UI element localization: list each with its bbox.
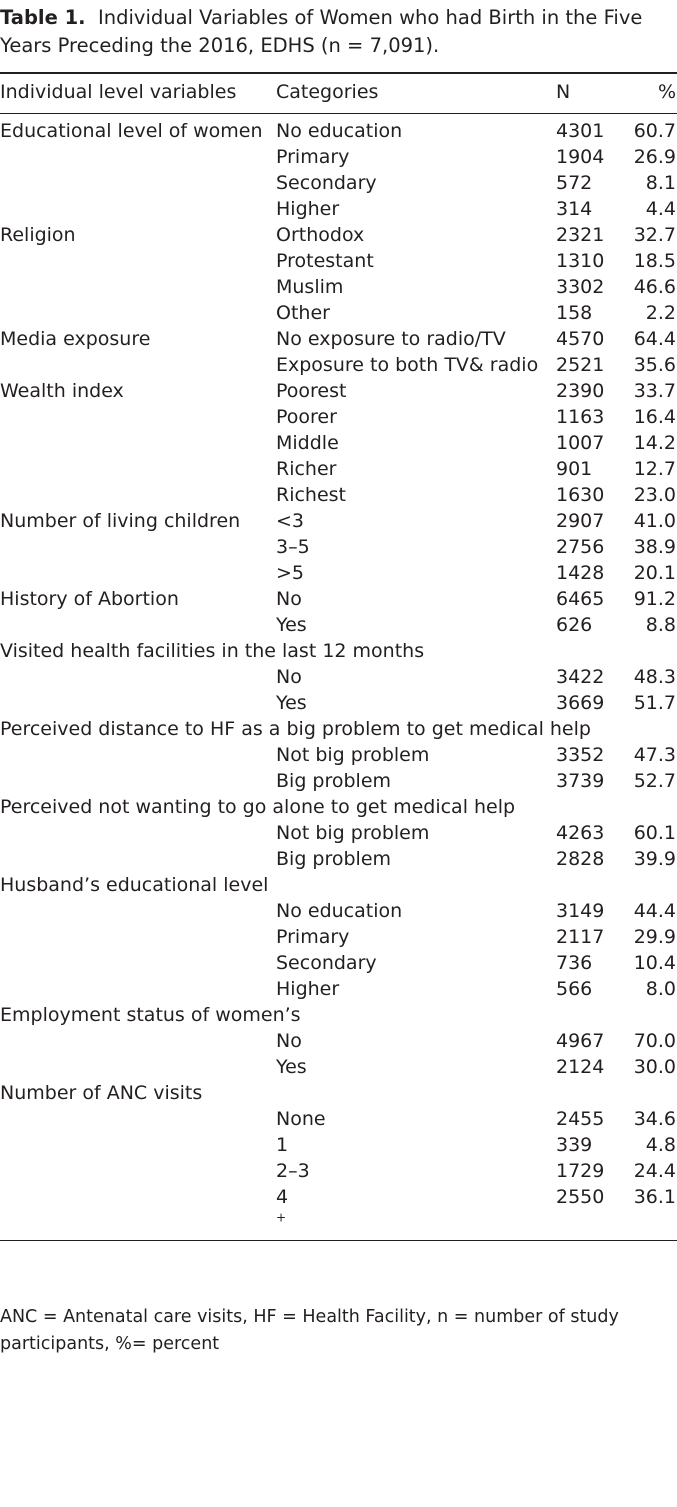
variable-label: Number of ANC visits xyxy=(0,1082,203,1104)
count-value: 3302 xyxy=(556,276,605,298)
category-label: Middle xyxy=(276,432,339,454)
category-label: >5 xyxy=(276,562,305,584)
count-value: 4301 xyxy=(556,120,605,142)
percent-value: 24.4 xyxy=(633,1160,676,1182)
category-label: Poorer xyxy=(276,406,337,428)
count-value: 566 xyxy=(556,978,593,1000)
count-value: 4263 xyxy=(556,822,605,844)
table-row xyxy=(0,404,677,430)
category-label: Exposure to both TV& radio xyxy=(276,354,539,376)
category-label: Muslim xyxy=(276,276,344,298)
category-label: No education xyxy=(276,900,403,922)
category-label: Higher xyxy=(276,978,340,1000)
category-label: Not big problem xyxy=(276,744,430,766)
category-label: Primary xyxy=(276,926,350,948)
category-label: Yes xyxy=(276,692,307,714)
count-value: 1428 xyxy=(556,562,605,584)
percent-value: 10.4 xyxy=(633,952,676,974)
category-label: No xyxy=(276,666,302,688)
count-value: 3669 xyxy=(556,692,605,714)
table-footnote: ANC = Antenatal care visits, HF = Health Facility, n = number of study participants, %= percent xyxy=(0,1307,619,1354)
category-label: Big problem xyxy=(276,770,392,792)
table-row xyxy=(0,248,677,274)
table-row xyxy=(0,274,677,300)
table-row xyxy=(0,114,677,145)
count-value: 6465 xyxy=(556,588,605,610)
table-row xyxy=(0,1054,677,1080)
percent-value: 12.7 xyxy=(633,458,676,480)
variable-label: Employment status of women’s xyxy=(0,1004,301,1026)
table-section-row xyxy=(0,716,677,742)
percent-value: 64.4 xyxy=(633,328,676,350)
count-value: 1007 xyxy=(556,432,605,454)
count-value: 158 xyxy=(556,302,593,324)
category-label: No exposure to radio/TV xyxy=(276,328,506,350)
percent-value: 30.0 xyxy=(633,1056,676,1078)
category-label: None xyxy=(276,1108,326,1130)
category-label: 3–5 xyxy=(276,536,310,558)
table-row xyxy=(0,170,677,196)
table-row xyxy=(0,612,677,638)
table-section-row xyxy=(0,638,677,664)
percent-value: 14.2 xyxy=(633,432,676,454)
percent-value: 2.2 xyxy=(645,302,676,324)
variable-label: Educational level of women xyxy=(0,120,263,142)
count-value: 2907 xyxy=(556,510,605,532)
data-table xyxy=(0,72,677,1241)
table-row xyxy=(0,1158,677,1184)
count-value: 3739 xyxy=(556,770,605,792)
category-label: Poorest xyxy=(276,380,347,402)
category-label: Secondary xyxy=(276,172,377,194)
count-value: 736 xyxy=(556,952,593,974)
table-row xyxy=(0,1106,677,1132)
category-label: <3 xyxy=(276,510,305,532)
count-value: 1729 xyxy=(556,1160,605,1182)
table-section-row xyxy=(0,1080,677,1106)
variable-label: History of Abortion xyxy=(0,588,179,610)
percent-value: 16.4 xyxy=(633,406,676,428)
table-row xyxy=(0,742,677,768)
percent-value: 26.9 xyxy=(633,146,676,168)
table-caption xyxy=(0,4,677,60)
percent-value: 18.5 xyxy=(633,250,676,272)
category-label: Protestant xyxy=(276,250,374,272)
count-value: 3422 xyxy=(556,666,605,688)
variable-label: Religion xyxy=(0,224,76,246)
count-value: 2550 xyxy=(556,1186,605,1208)
percent-value: 23.0 xyxy=(633,484,676,506)
variable-label: Husband’s educational level xyxy=(0,874,269,896)
table-row xyxy=(0,326,677,352)
count-value: 4570 xyxy=(556,328,605,350)
category-label: 2–3 xyxy=(276,1160,310,1182)
count-value: 2756 xyxy=(556,536,605,558)
count-value: 2117 xyxy=(556,926,605,948)
table-row xyxy=(0,534,677,560)
table-title: Individual Variables of Women who had Birth in the Five Years Preceding the 2016, EDHS (n = 7,091). xyxy=(0,6,643,57)
variable-label: Perceived distance to HF as a big problem to get medical help xyxy=(0,718,591,740)
count-value: 339 xyxy=(556,1134,593,1156)
percent-value: 52.7 xyxy=(633,770,676,792)
category-label: No education xyxy=(276,120,403,142)
variable-label: Media exposure xyxy=(0,328,151,350)
table-row xyxy=(0,586,677,612)
variable-label: Visited health facilities in the last 12 months xyxy=(0,640,425,662)
percent-value: 41.0 xyxy=(633,510,676,532)
count-value: 3149 xyxy=(556,900,605,922)
header-categories: Categories xyxy=(276,81,379,103)
table-row xyxy=(0,352,677,378)
table-row xyxy=(0,144,677,170)
count-value: 2455 xyxy=(556,1108,605,1130)
category-label: Richer xyxy=(276,458,337,480)
variable-label: Number of living children xyxy=(0,510,241,532)
header-n: N xyxy=(556,81,571,103)
count-value: 1310 xyxy=(556,250,605,272)
table-row xyxy=(0,300,677,326)
table-row xyxy=(0,430,677,456)
variable-label: Perceived not wanting to go alone to get medical help xyxy=(0,796,516,818)
table-row xyxy=(0,664,677,690)
percent-value: 91.2 xyxy=(633,588,676,610)
count-value: 1630 xyxy=(556,484,605,506)
table-label: Table 1. xyxy=(0,6,86,29)
table-row xyxy=(0,768,677,794)
table-row xyxy=(0,1184,677,1241)
percent-value: 33.7 xyxy=(633,380,676,402)
table-section-row xyxy=(0,1002,677,1028)
percent-value: 29.9 xyxy=(633,926,676,948)
category-label: Big problem xyxy=(276,848,392,870)
count-value: 626 xyxy=(556,614,593,636)
category-label: 1 xyxy=(276,1134,289,1156)
category-label: No xyxy=(276,1030,302,1052)
category-label: Yes xyxy=(276,1056,307,1078)
table-row xyxy=(0,196,677,222)
table-row xyxy=(0,482,677,508)
variable-label: Wealth index xyxy=(0,380,124,402)
count-value: 1904 xyxy=(556,146,605,168)
percent-value: 34.6 xyxy=(633,1108,676,1130)
table-row xyxy=(0,924,677,950)
table-row xyxy=(0,950,677,976)
count-value: 314 xyxy=(556,198,593,220)
percent-value: 36.1 xyxy=(633,1186,676,1208)
percent-value: 39.9 xyxy=(633,848,676,870)
percent-value: 38.9 xyxy=(633,536,676,558)
percent-value: 48.3 xyxy=(633,666,676,688)
category-label: Richest xyxy=(276,484,347,506)
percent-value: 32.7 xyxy=(633,224,676,246)
table-row xyxy=(0,872,677,898)
table-body xyxy=(0,114,677,1241)
percent-value: 60.7 xyxy=(633,120,676,142)
category-label: No xyxy=(276,588,302,610)
category-superscript: + xyxy=(276,1210,287,1225)
percent-value: 46.6 xyxy=(633,276,676,298)
table-row xyxy=(0,560,677,586)
table-row xyxy=(0,898,677,924)
count-value: 2828 xyxy=(556,848,605,870)
count-value: 2390 xyxy=(556,380,605,402)
percent-value: 8.0 xyxy=(645,978,676,1000)
table-row xyxy=(0,976,677,1002)
percent-value: 4.4 xyxy=(645,198,676,220)
percent-value: 4.8 xyxy=(645,1134,676,1156)
table-row xyxy=(0,378,677,404)
count-value: 3352 xyxy=(556,744,605,766)
header-variables: Individual level variables xyxy=(0,81,237,103)
count-value: 901 xyxy=(556,458,593,480)
table-row xyxy=(0,456,677,482)
count-value: 572 xyxy=(556,172,593,194)
category-label: Not big problem xyxy=(276,822,430,844)
percent-value: 51.7 xyxy=(633,692,676,714)
table-row xyxy=(0,690,677,716)
percent-value: 8.1 xyxy=(645,172,676,194)
table-row xyxy=(0,820,677,846)
percent-value: 8.8 xyxy=(645,614,676,636)
percent-value: 60.1 xyxy=(633,822,676,844)
table-row xyxy=(0,1132,677,1158)
category-label: Secondary xyxy=(276,952,377,974)
table-row xyxy=(0,846,677,872)
category-label: Primary xyxy=(276,146,350,168)
table-row xyxy=(0,508,677,534)
table-header-row xyxy=(0,73,677,114)
category-label: Orthodox xyxy=(276,224,365,246)
percent-value: 20.1 xyxy=(633,562,676,584)
category-label: Yes xyxy=(276,614,307,636)
table-row xyxy=(0,1028,677,1054)
percent-value: 70.0 xyxy=(633,1030,676,1052)
percent-value: 47.3 xyxy=(633,744,676,766)
category-label: Higher xyxy=(276,198,340,220)
category-label: 4 xyxy=(276,1186,289,1208)
percent-value: 44.4 xyxy=(633,900,676,922)
count-value: 2124 xyxy=(556,1056,605,1078)
count-value: 2321 xyxy=(556,224,605,246)
percent-value: 35.6 xyxy=(633,354,676,376)
table-row xyxy=(0,222,677,248)
count-value: 4967 xyxy=(556,1030,605,1052)
table-section-row xyxy=(0,794,677,820)
header-percent: % xyxy=(657,81,676,103)
category-label: Other xyxy=(276,302,330,324)
count-value: 2521 xyxy=(556,354,605,376)
count-value: 1163 xyxy=(556,406,605,428)
